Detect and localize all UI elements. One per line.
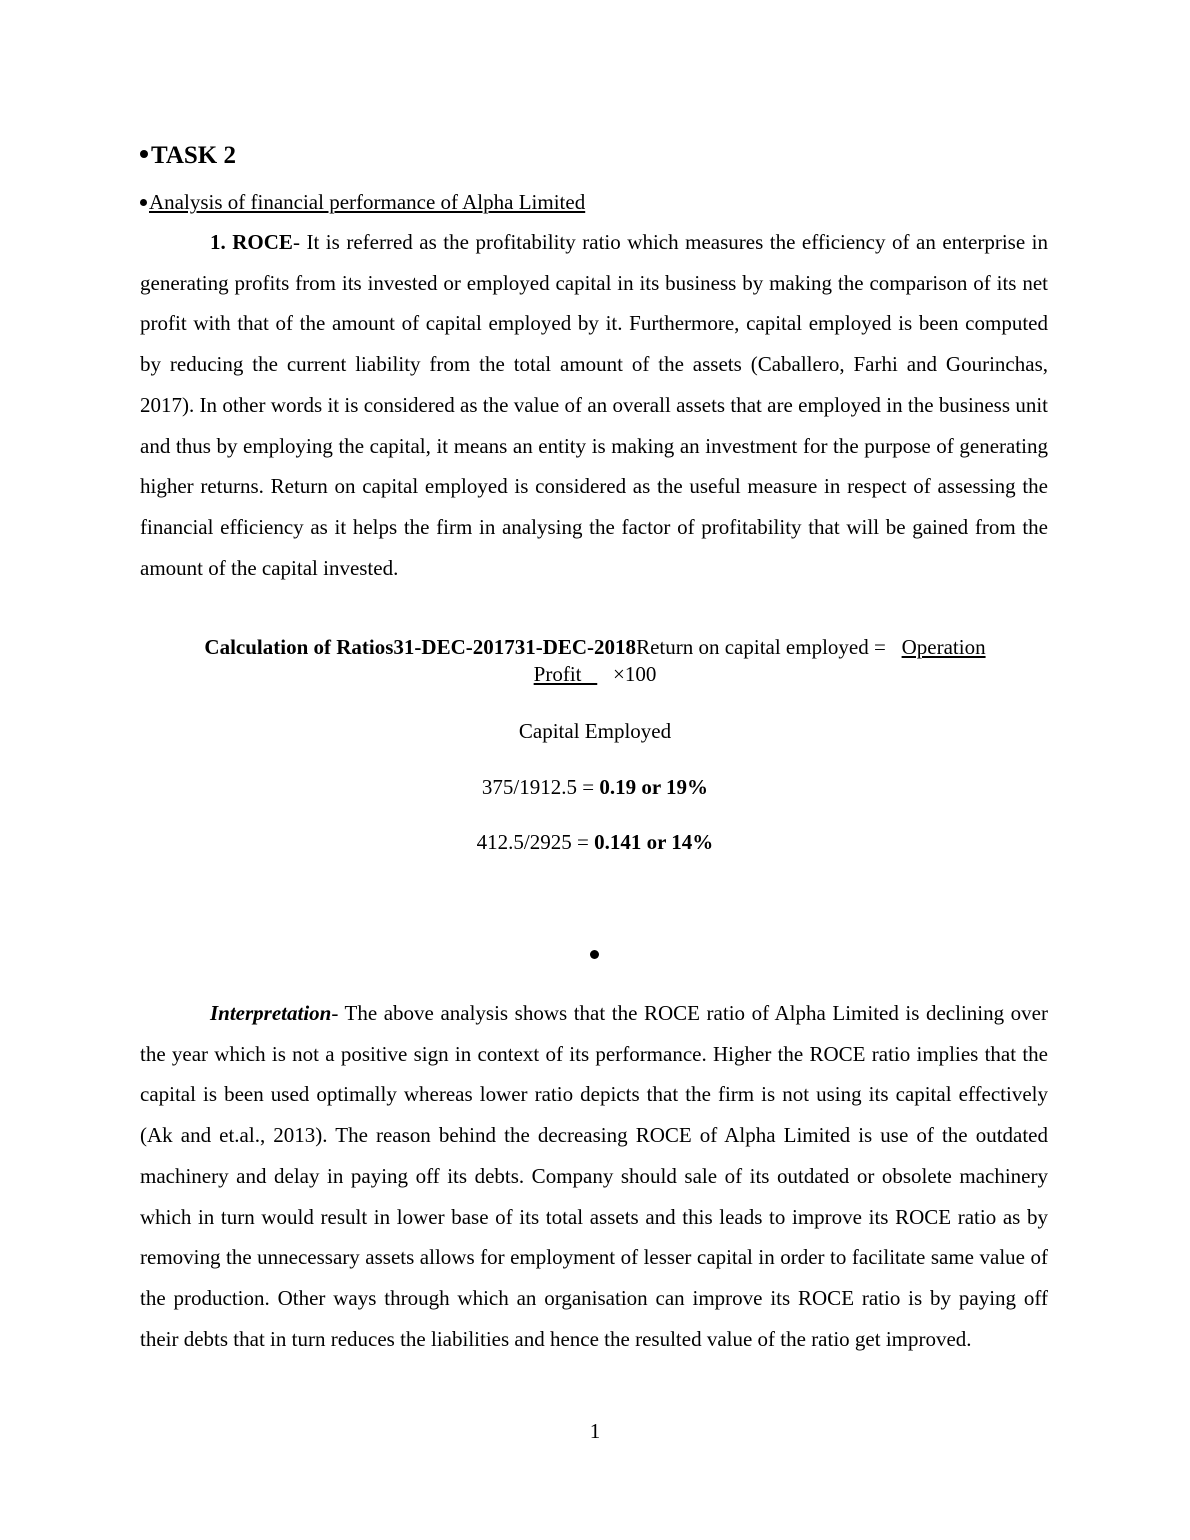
bullet-icon: [140, 150, 148, 158]
task-heading: [140, 140, 236, 172]
result-2017-expr: 375/1912.5 =: [481, 775, 600, 799]
interpretation-body: - The above analysis shows that the ROCE ratio of Alpha Limited is declining over the year which is not a positive sign in context of its performance. Higher the ROCE ratio implies that the capital is been used optimally whereas lower ratio depicts that the firm is not using its capital effectively (Ak and et.al., 2013). The reason behind the decreasing ROCE of Alpha Limited is use of the outdated machinery and delay in paying off its debts. Company should sale of its outdated or obsolete machinery which in turn would result in lower base of its total assets and this leads to improve its ROCE ratio as by removing the unnecessary assets allows for employment of lesser capital in order to facilitate same value of the production. Other ways through which an organisation can improve its ROCE ratio is by paying off their debts that in turn reduces the liabilities and hence the resulted value of the ratio get improved.: [140, 1001, 1048, 1351]
formula-label: Return on capital employed =: [636, 635, 902, 659]
interpretation-paragraph: [140, 993, 1048, 1359]
roce-term: ROCE: [232, 230, 293, 254]
interpretation-term: Interpretation: [210, 1001, 332, 1025]
formula-numerator-2: Profit: [533, 662, 598, 686]
result-2018-value: 0.141 or 14%: [594, 830, 714, 854]
formula-multiplier: ×100: [597, 662, 657, 686]
roce-paragraph: [140, 222, 1048, 588]
section-subheading-text: Analysis of financial performance of Alpha Limited: [149, 190, 586, 214]
formula-denominator: Capital Employed: [518, 719, 672, 743]
result-2018: [0, 828, 1190, 856]
bullet-icon: [140, 199, 147, 206]
result-2017-value: 0.19 or 19%: [599, 775, 709, 799]
calculation-formula: [140, 634, 1050, 688]
task-heading-text: TASK 2: [151, 142, 236, 169]
page-number: 1: [589, 1419, 601, 1443]
result-2018-expr: 412.5/2925 =: [476, 830, 595, 854]
result-2017: [0, 773, 1190, 801]
section-subheading: [140, 188, 585, 216]
bullet-icon: [590, 950, 599, 959]
roce-number: 1.: [210, 230, 226, 254]
formula-numerator-1: Operation: [901, 635, 986, 659]
roce-body: - It is referred as the profitability ratio which measures the efficiency of an enterprise in generating profits from its invested or employed capital in its business by making the comparison of its net profit with that of the amount of capital employed by it. Furthermore, capital employed is been computed by reducing the current liability from the total amount of the assets (Caballero, Farhi and Gourinchas, 2017). In other words it is considered as the value of an overall assets that are employed in the business unit and thus by employing the capital, it means an entity is making an investment for the purpose of generating higher returns. Return on capital employed is considered as the useful measure in respect of assessing the financial efficiency as it helps the firm in analysing the factor of profitability that will be gained from the amount of the capital invested.: [140, 230, 1048, 580]
calculation-header: Calculation of Ratios31-DEC-201731-DEC-2018: [204, 635, 637, 659]
